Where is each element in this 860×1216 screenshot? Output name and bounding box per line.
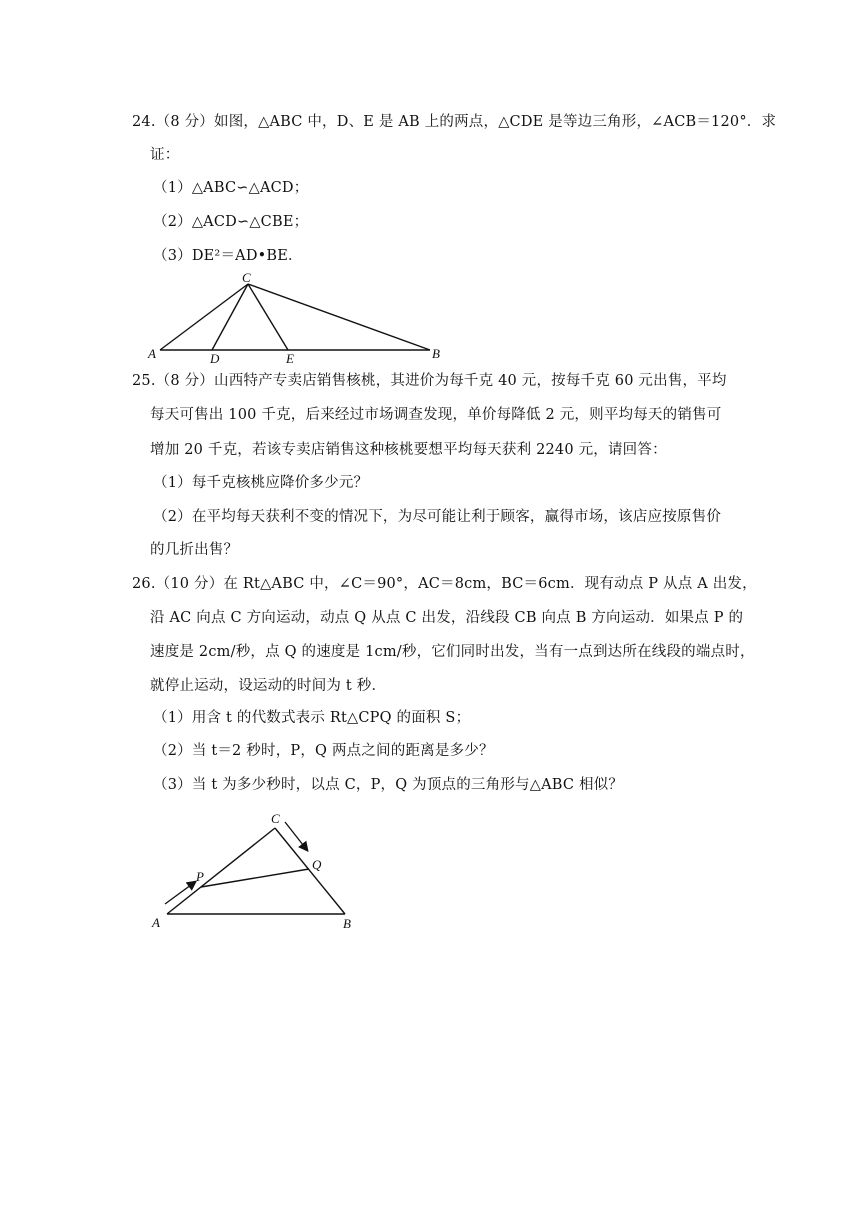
q24-segment-ac [160, 284, 248, 350]
q26-sub-3: （3）当 t 为多少秒时，以点 C，P，Q 为顶点的三角形与△ABC 相似？ [153, 777, 624, 793]
q24-segment-cd [212, 284, 248, 350]
q26-label-b: B [343, 916, 351, 931]
q24-sub-3: （3）DE²＝AD•BE． [153, 248, 303, 264]
q24-label-c: C [242, 270, 251, 285]
q26-label-a: A [152, 915, 160, 930]
q26-line-1: 26.（10 分）在 Rt△ABC 中，∠C＝90°，AC＝8cm，BC＝6cm．现有动点 P 从点 A 出发， [132, 576, 757, 592]
q24-sub-1: （1）△ABC∽△ACD； [153, 180, 309, 196]
q26-label-p: P [196, 869, 204, 884]
q24-label-d: D [210, 351, 220, 366]
q24-figure [140, 268, 460, 368]
q24-label-b: B [432, 346, 440, 361]
q24-line-1: 24.（8 分）如图，△ABC 中，D、E 是 AB 上的两点，△CDE 是等边三角形，∠ACB＝120°．求 [132, 114, 777, 130]
q25-line-2: 每天可售出 100 千克，后来经过市场调查发现，单价每降低 2 元，则平均每天的销售可 [150, 407, 722, 423]
q24-segment-cb [248, 284, 430, 350]
q26-line-4: 就停止运动，设运动的时间为 t 秒． [150, 678, 387, 694]
q24-sub-2: （2）△ACD∽△CBE； [153, 214, 309, 230]
q26-arrow-p [165, 882, 195, 904]
q26-segment-cb [275, 828, 345, 914]
q26-sub-2: （2）当 t＝2 秒时，P，Q 两点之间的距离是多少？ [153, 743, 494, 759]
q24-segment-ce [248, 284, 288, 350]
q25-sub-2-cont: 的几折出售？ [150, 542, 239, 558]
q25-line-3: 增加 20 千克，若该专卖店销售这种核桃要想平均每天获利 2240 元，请回答： [150, 442, 667, 458]
q26-segment-ac [167, 828, 275, 914]
q26-line-3: 速度是 2cm/秒，点 Q 的速度是 1cm/秒，它们同时出发，当有一点到达所在线段的端点时， [150, 644, 755, 660]
q26-line-2: 沿 AC 向点 C 方向运动，动点 Q 从点 C 出发，沿线段 CB 向点 B 方向运动．如果点 P 的 [150, 610, 744, 626]
q26-figure [145, 806, 375, 936]
q25-sub-1: （1）每千克核桃应降价多少元？ [153, 475, 369, 491]
q24-label-a: A [148, 346, 156, 361]
q26-label-c: C [271, 811, 280, 826]
q26-arrow-q [285, 822, 307, 850]
q25-sub-2: （2）在平均每天获利不变的情况下，为尽可能让利于顾客，赢得市场，该店应按原售价 [153, 509, 722, 525]
q24-line-2: 证： [150, 147, 180, 163]
q26-label-q: Q [312, 857, 322, 872]
q26-segment-pq [201, 869, 309, 887]
q26-sub-1: （1）用含 t 的代数式表示 Rt△CPQ 的面积 S； [153, 710, 471, 726]
q25-line-1: 25.（8 分）山西特产专卖店销售核桃，其进价为每千克 40 元，按每千克 60 元出售，平均 [132, 373, 727, 389]
q24-label-e: E [286, 351, 294, 366]
